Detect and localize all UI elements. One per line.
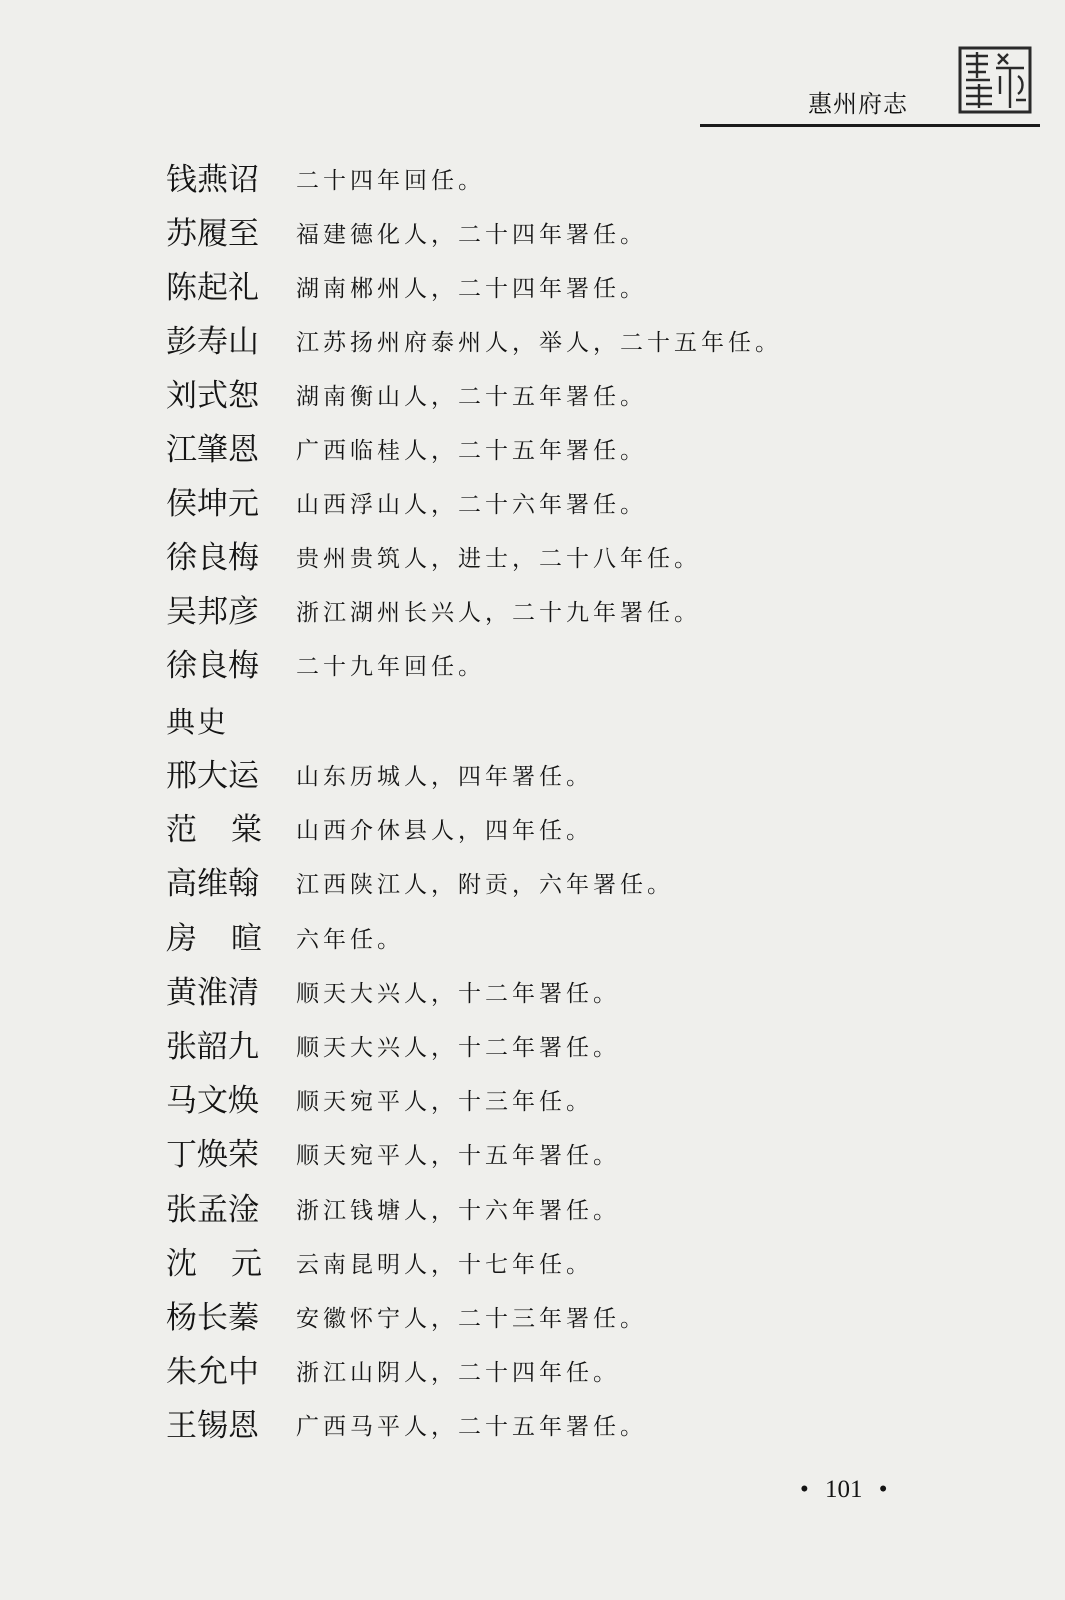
official-name: 钱燕诏	[166, 162, 259, 198]
list-item	[0, 1406, 1065, 1446]
list-item	[0, 1081, 1065, 1121]
section-heading: 典史	[166, 705, 229, 739]
official-description: 安徽怀宁人，二十三年署任。	[296, 1306, 647, 1332]
list-item	[0, 919, 1065, 959]
official-description: 湖南郴州人，二十四年署任。	[296, 276, 647, 302]
list-item	[0, 864, 1065, 904]
official-name: 张孟淦	[166, 1191, 259, 1228]
official-description: 山东历城人，四年署任。	[296, 764, 593, 790]
list-item	[0, 538, 1065, 578]
official-name: 陈起礼	[166, 270, 259, 306]
official-description: 浙江山阴人，二十四年任。	[296, 1360, 620, 1387]
official-name: 江肇恩	[166, 432, 259, 468]
list-item	[0, 268, 1065, 308]
official-name: 高维翰	[166, 866, 259, 903]
list-item	[0, 646, 1065, 686]
official-description: 顺天宛平人，十五年署任。	[296, 1143, 620, 1170]
official-description: 二十四年回任。	[296, 168, 485, 194]
official-description: 广西临桂人，二十五年署任。	[296, 438, 647, 464]
official-description: 顺天大兴人，十二年署任。	[296, 1035, 620, 1061]
official-name: 房 暄	[166, 920, 262, 957]
list-item	[0, 484, 1065, 524]
official-name: 徐良梅	[166, 648, 259, 684]
list-item	[0, 973, 1065, 1013]
header-divider	[700, 124, 1040, 127]
official-description: 江西陕江人，附贡，六年署任。	[296, 872, 674, 899]
list-item	[0, 756, 1065, 796]
official-name: 张韶九	[166, 1029, 259, 1065]
list-item	[0, 1352, 1065, 1392]
list-item	[0, 592, 1065, 632]
official-name: 沈 元	[166, 1245, 262, 1282]
page-number: • 101 •	[800, 1476, 888, 1503]
official-description: 云南昆明人，十七年任。	[296, 1251, 593, 1278]
official-name: 朱允中	[166, 1354, 259, 1391]
list-item	[0, 1027, 1065, 1067]
official-description: 浙江湖州长兴人，二十九年署任。	[296, 600, 701, 626]
official-name: 徐良梅	[166, 540, 259, 576]
official-name: 马文焕	[166, 1083, 259, 1120]
official-description: 顺天大兴人，十二年署任。	[296, 980, 620, 1007]
official-name: 刘式恕	[166, 378, 259, 414]
official-description: 二十九年回任。	[296, 654, 485, 680]
list-item	[0, 160, 1065, 200]
list-item	[0, 1190, 1065, 1230]
official-name: 吴邦彦	[166, 594, 259, 630]
list-item	[0, 322, 1065, 362]
list-item	[0, 1135, 1065, 1175]
list-item	[0, 1244, 1065, 1284]
official-name: 彭寿山	[166, 324, 259, 360]
official-name: 范 棠	[166, 812, 262, 849]
official-description: 福建德化人，二十四年署任。	[296, 222, 647, 248]
list-item	[0, 430, 1065, 470]
official-name: 王锡恩	[166, 1408, 259, 1445]
official-description: 贵州贵筑人，进士，二十八年任。	[296, 546, 701, 572]
official-name: 黄淮清	[166, 974, 259, 1011]
official-description: 六年任。	[296, 926, 404, 953]
official-name: 邢大运	[166, 758, 259, 794]
official-description: 湖南衡山人，二十五年署任。	[296, 384, 647, 410]
official-description: 顺天宛平人，十三年任。	[296, 1089, 593, 1116]
official-description: 浙江钱塘人，十六年署任。	[296, 1197, 620, 1224]
running-header-title: 惠州府志	[808, 90, 908, 118]
official-description: 山西浮山人，二十六年署任。	[296, 492, 647, 518]
seal-logo	[958, 46, 1032, 114]
official-name: 侯坤元	[166, 486, 259, 522]
list-item	[0, 810, 1065, 850]
official-description: 山西介休县人，四年任。	[296, 818, 593, 845]
official-name: 苏履至	[166, 216, 259, 252]
official-name: 丁焕荣	[166, 1137, 259, 1174]
official-description: 江苏扬州府泰州人，举人，二十五年任。	[296, 330, 782, 356]
official-name: 杨长蓁	[166, 1300, 259, 1336]
list-item	[0, 1298, 1065, 1338]
official-description: 广西马平人，二十五年署任。	[296, 1414, 647, 1441]
list-item	[0, 376, 1065, 416]
list-item	[0, 214, 1065, 254]
